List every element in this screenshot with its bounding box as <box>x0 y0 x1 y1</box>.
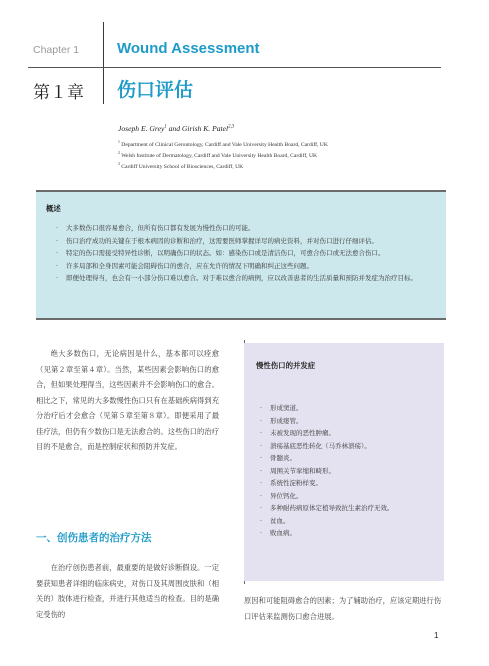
complications-sidebar <box>244 343 444 581</box>
bullet-icon: · <box>260 416 263 425</box>
summary-item: · 伤口治疗成功的关键在于根本病因的诊断和治疗，这需要医师掌握详尽的病史资料，并对伤口进行仔细评估。 <box>56 235 436 248</box>
sidebar-item: · 形成瘘管。 <box>260 415 435 428</box>
summary-item: · 特定的伤口需接受特异性诊断，以明确伤口的状态。如：感染伤口或是清洁伤口，可愈合伤口或无法愈合伤口。 <box>56 247 436 260</box>
bullet-icon: · <box>56 236 59 245</box>
bullet-icon: · <box>56 224 59 232</box>
paragraph: 绝大多数伤口，无论病因是什么，基本都可以痊愈（见第２章至第４章）。当然，某些因素会影响伤口的愈合，但如果处理得当，这些因素并不会影响伤口的愈合。相比之下，常见的大多数慢性伤口只有在基础疾病得到充分治疗后才会愈合（见第５章至第８章）。即便采用了最佳疗法，但仍有少数伤口是无法愈合的。这些伤口的治疗目的不是愈合，而是控制症状和预防并发症。 <box>36 349 219 451</box>
header-horizontal-rule <box>28 67 441 68</box>
page-number: 1 <box>434 631 439 640</box>
bullet-icon: · <box>260 404 263 412</box>
bullet-icon: · <box>260 466 263 475</box>
sidebar-item: · 系统性淀粉样变。 <box>260 477 435 490</box>
author-name: and Girish K. Patel <box>166 124 229 133</box>
chapter-label-en: Chapter 1 <box>33 44 80 56</box>
summary-item: · 大多数伤口很容易愈合，但所有伤口都有发展为慢性伤口的可能。 <box>56 222 436 235</box>
sidebar-item: · 多种耐药病原体定植导致抗生素治疗无效。 <box>260 502 435 515</box>
chapter-header <box>0 0 489 110</box>
affiliation-line: $^3$ Cardiff University School of Biosciences, Cardiff, UK <box>118 161 244 170</box>
summary-title: 概述 <box>46 204 61 213</box>
author-name: Joseph E. Grey <box>118 124 165 133</box>
bullet-icon: · <box>260 441 263 450</box>
body-text-continuation: 原因和可能阻碍愈合的因素；为了辅助治疗，应该定期进行伤口评估来监测伤口愈合进展。 <box>244 596 442 621</box>
header-vertical-rule <box>103 22 104 104</box>
chapter-title-en: Wound Assessment <box>117 40 260 57</box>
bullet-icon: · <box>260 529 263 537</box>
sidebar-item: · 形成窦道。 <box>260 402 435 415</box>
author-line <box>118 124 234 133</box>
sidebar-item: · 败血病。 <box>260 527 435 540</box>
section-heading: 一、创伤患者的治疗方法 <box>36 532 152 544</box>
summary-box <box>36 190 446 320</box>
affiliations <box>118 138 328 171</box>
summary-item: · 即便处理得当，也会有一小部分伤口难以愈合。对于难以愈合的病例，应以改善患者的生活质量和预防并发症为治疗目标。 <box>56 272 436 285</box>
paragraph: 在治疗创伤患者前，最重要的是做好诊断假设。一定要获知患者详细的临床病史，对伤口及其周围皮肤和（相关的）肢体进行检查，并进行其他适当的检查。目的是确定受伤的 <box>36 563 219 619</box>
summary-list <box>56 222 436 285</box>
affiliation-line: $^2$ Welsh Institute of Dermatology, Cardiff and Vale University Health Board, Cardiff, UK <box>118 150 318 159</box>
bullet-icon: · <box>260 491 263 500</box>
sidebar-item: · 未被发现的恶性肿瘤。 <box>260 427 435 440</box>
sidebar-item: · 贫血。 <box>260 515 435 528</box>
sidebar-item: · 溃疡基底恶性转化（马乔林溃疡）。 <box>260 440 435 453</box>
chapter-title-zh: 伤口评估 <box>117 79 194 101</box>
summary-item: · 许多局部和全身因素可能会阻碍伤口的愈合，应在允许的情况下明确和纠正这些问题。 <box>56 260 436 273</box>
bullet-icon: · <box>56 249 59 257</box>
bullet-icon: · <box>260 429 263 437</box>
author-affiliation-mark: 1 <box>164 124 167 130</box>
body-text-intro <box>36 346 219 455</box>
sidebar-list <box>260 402 435 540</box>
author-affiliation-mark: 2,3 <box>228 124 235 130</box>
sidebar-item: · 周围关节挛缩和畸形。 <box>260 465 435 478</box>
sidebar-item: · 骨髓炎。 <box>260 452 435 465</box>
chapter-label-zh: 第１章 <box>33 83 84 103</box>
affiliation-line: $^1$ Department of Clinical Gerontology, Cardiff and Vale University Health Board, Cardiff, UK <box>118 140 328 148</box>
bullet-icon: · <box>260 454 263 462</box>
bullet-icon: · <box>56 274 59 282</box>
bullet-icon: · <box>56 261 59 270</box>
bullet-icon: · <box>260 516 263 525</box>
sidebar-item: · 异位钙化。 <box>260 490 435 503</box>
body-text-section <box>36 560 219 622</box>
bullet-icon: · <box>260 479 263 487</box>
bullet-icon: · <box>260 504 263 512</box>
sidebar-title: 慢性伤口的并发症 <box>256 361 316 370</box>
